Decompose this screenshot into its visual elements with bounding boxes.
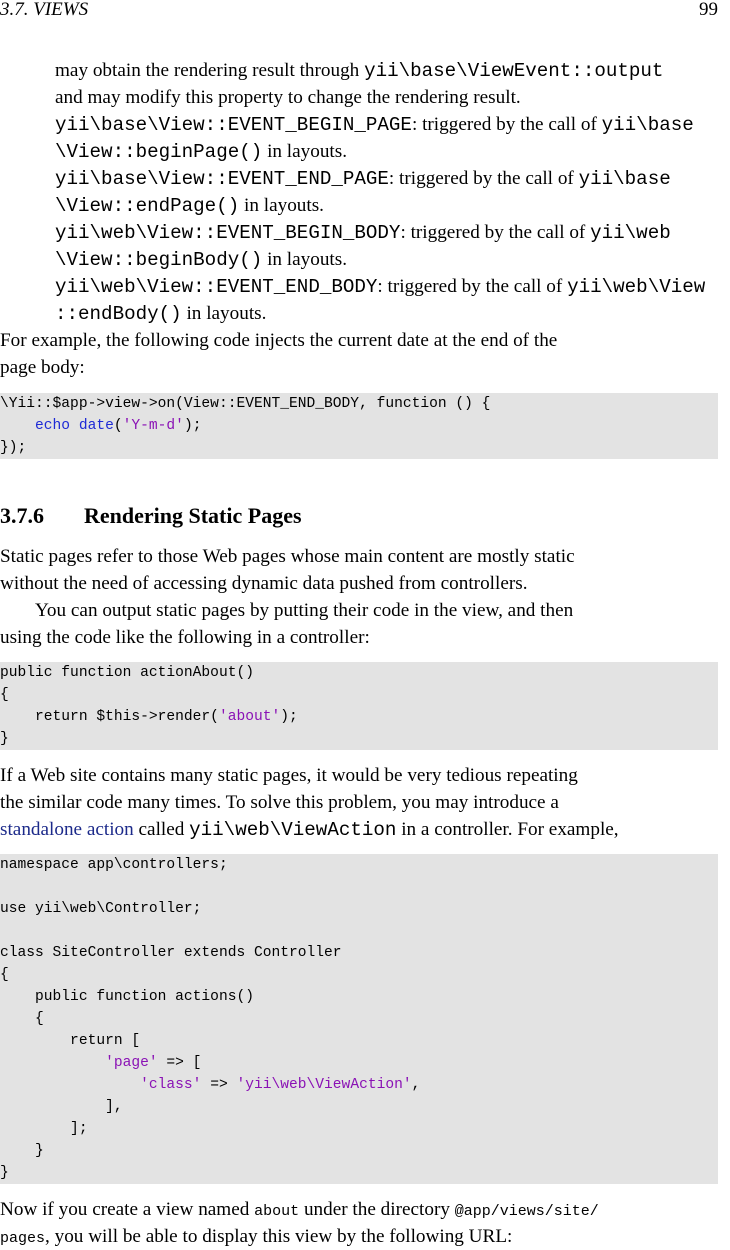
- keyword: echo: [35, 418, 71, 434]
- code-ref: pages: [0, 1230, 46, 1247]
- code-block: [0, 854, 718, 1184]
- code-line: {: [0, 967, 9, 983]
- code-block: [0, 393, 718, 459]
- code-ref: \View::beginPage(): [55, 141, 263, 163]
- paragraph-line: [0, 816, 718, 844]
- punct: (: [113, 418, 123, 434]
- text: : triggered by the call of: [377, 276, 568, 297]
- page-number: 99: [699, 0, 718, 20]
- section-title: Rendering Static Pages: [84, 503, 302, 528]
- text: in layouts.: [239, 195, 324, 216]
- string-literal: 'class': [140, 1077, 202, 1093]
- string-literal: 'Y-m-d': [122, 418, 184, 434]
- code-line: namespace app\controllers;: [0, 857, 228, 873]
- code-line: public function actions(): [0, 989, 254, 1005]
- section-number: 3.7.6: [0, 503, 44, 528]
- list-line: and may modify this property to change the rendering result.: [55, 87, 521, 108]
- indent: [0, 418, 35, 434]
- code-line: }: [0, 1165, 9, 1181]
- text: in layouts.: [262, 249, 348, 270]
- code-ref: yii\base\View::EVENT_BEGIN_PAGE: [55, 114, 412, 136]
- code-block: [0, 662, 718, 750]
- paragraph-line: [0, 1196, 718, 1223]
- code-line: return [: [0, 1033, 141, 1049]
- indent: [0, 1055, 105, 1071]
- code-ref: yii\web\ViewAction: [189, 819, 397, 841]
- space: [70, 418, 79, 434]
- text: : triggered by the call of: [388, 168, 579, 189]
- code-text: );: [280, 709, 298, 725]
- paragraph-line: without the need of accessing dynamic data pushed from controllers.: [0, 573, 528, 594]
- list-line: [55, 57, 730, 85]
- text: called: [133, 819, 190, 840]
- code-ref: yii\base\ViewEvent::output: [364, 60, 664, 82]
- code-ref: yii\web\View: [567, 276, 706, 298]
- code-line: [0, 415, 201, 437]
- code-text: ,: [411, 1077, 421, 1093]
- string-literal: 'yii\web\ViewAction': [236, 1077, 412, 1093]
- paragraph-line: page body:: [0, 357, 85, 378]
- code-text: return $this->render(: [0, 709, 219, 725]
- code-ref: yii\web\View::EVENT_END_BODY: [55, 276, 378, 298]
- string-literal: 'page': [105, 1055, 158, 1071]
- code-line: }: [0, 1143, 44, 1159]
- paragraph-line: using the code like the following in a controller:: [0, 627, 370, 648]
- code-line: ],: [0, 1099, 123, 1115]
- list-item-begin-body: [55, 219, 730, 247]
- running-header: [0, 0, 718, 22]
- code-line: {: [0, 687, 9, 703]
- indent: [0, 1077, 140, 1093]
- paragraph-line: the similar code many times. To solve this problem, you may introduce a: [0, 792, 559, 813]
- code-ref: yii\web\View::EVENT_BEGIN_BODY: [55, 222, 401, 244]
- paragraph-line: If a Web site contains many static pages, it would be very tedious repeating: [0, 765, 578, 786]
- code-line: ];: [0, 1121, 88, 1137]
- code-line: [0, 1074, 420, 1096]
- code-line: });: [0, 440, 27, 456]
- code-ref: yii\base: [578, 168, 671, 190]
- code-line: {: [0, 1011, 44, 1027]
- text: Now if you create a view named: [0, 1199, 255, 1220]
- list-line: [55, 192, 730, 220]
- code-ref: @app/views/site/: [454, 1203, 599, 1220]
- code-line: class SiteController extends Controller: [0, 945, 342, 961]
- code-line: use yii\web\Controller;: [0, 901, 202, 917]
- code-ref: yii\base\View::EVENT_END_PAGE: [55, 168, 389, 190]
- string-literal: 'about': [218, 709, 281, 725]
- code-ref: yii\web: [590, 222, 671, 244]
- section-label: 3.7. VIEWS: [0, 0, 89, 20]
- text: in layouts.: [262, 141, 348, 162]
- text: : triggered by the call of: [411, 114, 602, 135]
- paragraph-line: [0, 1223, 718, 1250]
- code-ref: yii\base: [601, 114, 694, 136]
- section-heading: [0, 502, 302, 530]
- text: under the directory: [299, 1199, 455, 1220]
- code-text: => [: [157, 1055, 202, 1071]
- list-item-end-body: [55, 273, 730, 301]
- list-line: [55, 138, 730, 166]
- function-name: date: [78, 418, 114, 434]
- text: , you will be able to display this view by the following URL:: [45, 1226, 513, 1247]
- standalone-action-link[interactable]: standalone action: [0, 819, 134, 840]
- code-line: \Yii::$app->view->on(View::EVENT_END_BODY, function () {: [0, 396, 491, 412]
- code-ref: ::endBody(): [55, 303, 182, 325]
- code-ref: \View::beginBody(): [55, 249, 263, 271]
- list-item-end-page: [55, 165, 730, 193]
- paragraph-line: Static pages refer to those Web pages whose main content are mostly static: [0, 546, 575, 567]
- paragraph-line: For example, the following code injects the current date at the end of the: [0, 330, 558, 351]
- punct: );: [183, 418, 202, 434]
- code-text: =>: [201, 1077, 237, 1093]
- code-line: }: [0, 731, 9, 747]
- text: in layouts.: [181, 303, 267, 324]
- text: : triggered by the call of: [400, 222, 591, 243]
- code-line: [0, 1052, 201, 1074]
- paragraph-line: You can output static pages by putting their code in the view, and then: [35, 600, 574, 621]
- text: in a controller. For example,: [396, 819, 619, 840]
- text: may obtain the rendering result through: [55, 60, 365, 81]
- code-line: [0, 706, 298, 728]
- list-item-begin-page: [55, 111, 730, 139]
- code-line: public function actionAbout(): [0, 665, 254, 681]
- code-ref: \View::endPage(): [55, 195, 240, 217]
- code-ref: about: [254, 1203, 300, 1220]
- list-line: [55, 300, 730, 328]
- list-line: [55, 246, 730, 274]
